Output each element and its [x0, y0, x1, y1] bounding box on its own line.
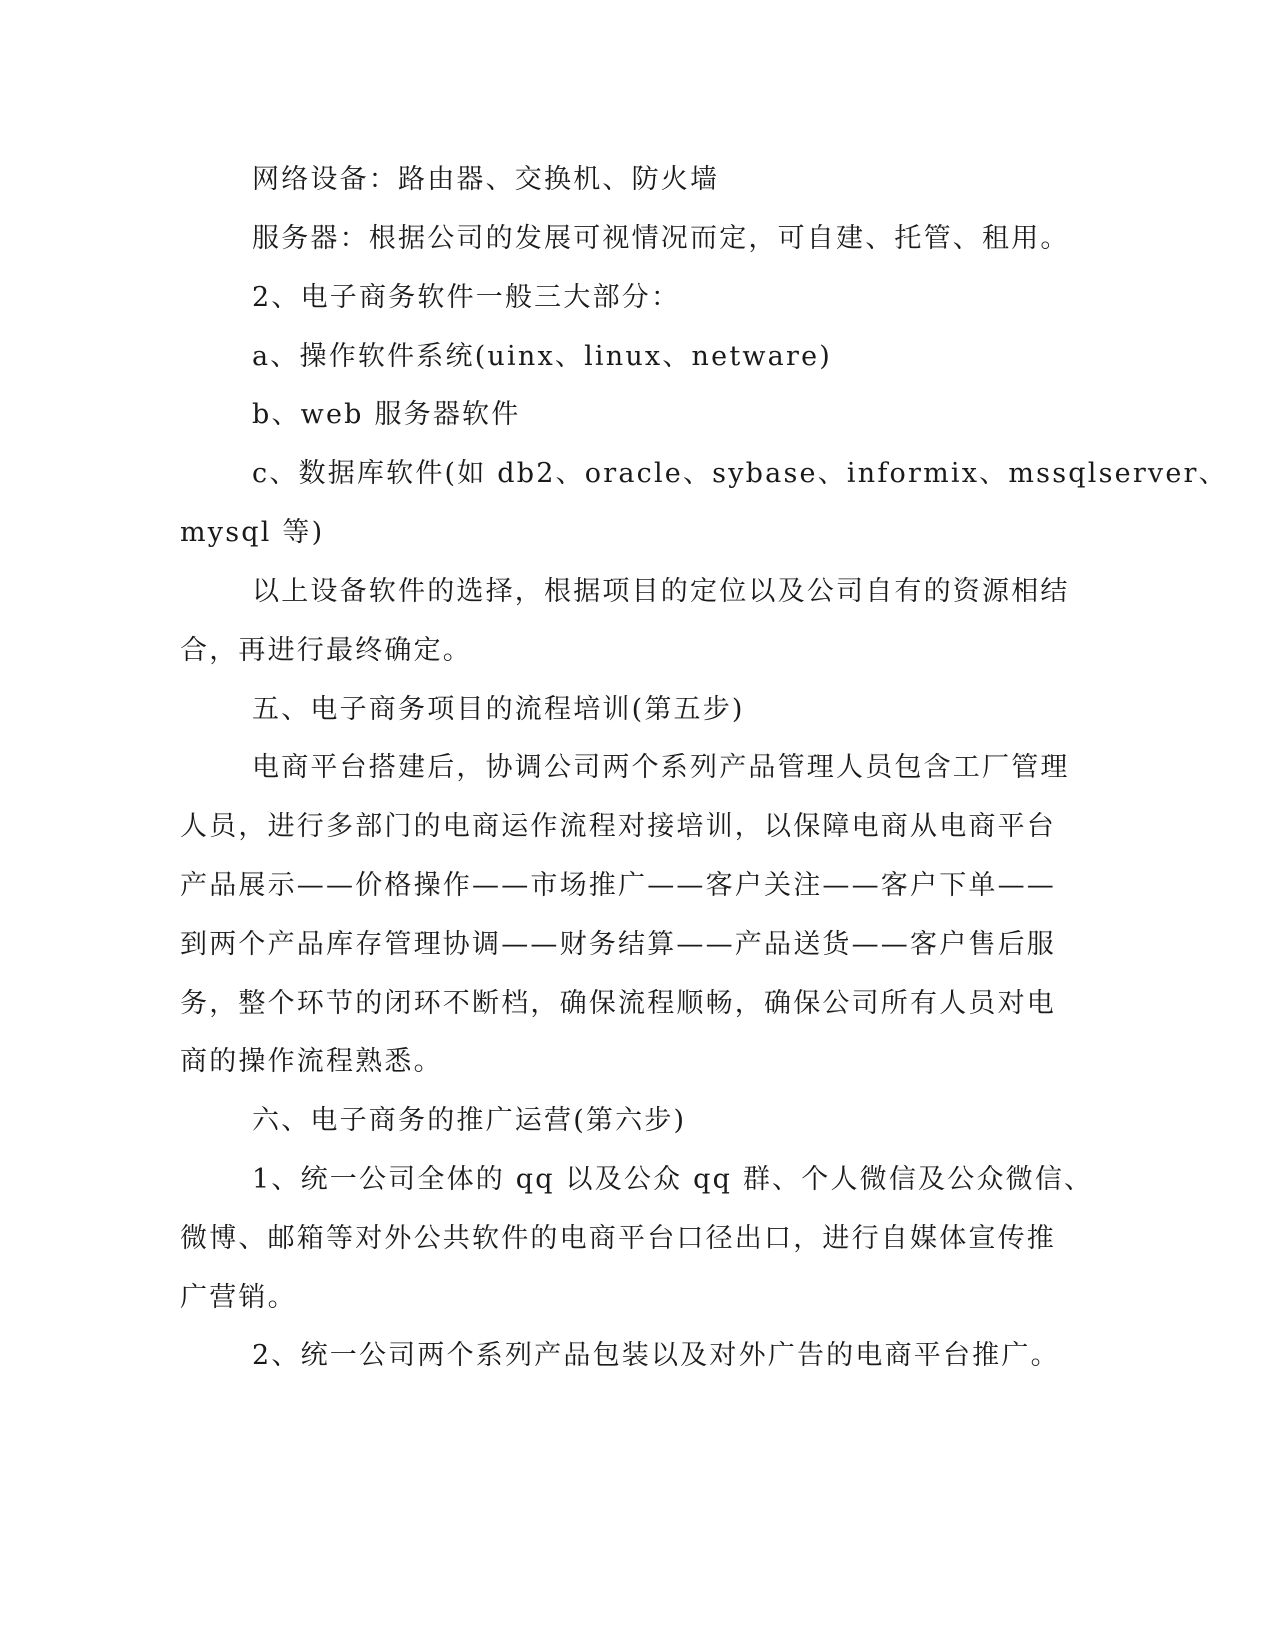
text-line-os-software: a、操作软件系统(uinx、linux、netware)	[252, 341, 832, 372]
text-line-selection: 以上设备软件的选择，根据项目的定位以及公司自有的资源相结	[252, 576, 1070, 607]
section-heading-step-five: 五、电子商务项目的流程培训(第五步)	[252, 694, 745, 725]
paragraph-promotion-1-line-3: 广营销。	[180, 1282, 297, 1313]
text-line-servers: 服务器：根据公司的发展可视情况而定，可自建、托管、租用。	[252, 223, 1070, 254]
paragraph-training-line-5: 务，整个环节的闭环不断档，确保流程顺畅，确保公司所有人员对电	[180, 988, 1056, 1019]
text-line-database-software-cont: mysql 等)	[180, 517, 325, 548]
text-line-software-parts: 2、电子商务软件一般三大部分：	[252, 282, 681, 313]
paragraph-training-line-1: 电商平台搭建后，协调公司两个系列产品管理人员包含工厂管理	[252, 752, 1070, 783]
paragraph-promotion-1-line-1: 1、统一公司全体的 qq 以及公众 qq 群、个人微信及公众微信、	[252, 1164, 1094, 1195]
paragraph-promotion-2: 2、统一公司两个系列产品包装以及对外广告的电商平台推广。	[252, 1340, 1060, 1371]
paragraph-promotion-1-line-2: 微博、邮箱等对外公共软件的电商平台口径出口，进行自媒体宣传推	[180, 1223, 1056, 1254]
text-line-database-software: c、数据库软件(如 db2、oracle、sybase、informix、mssqlserver、	[252, 458, 1228, 489]
text-line-web-server: b、web 服务器软件	[252, 399, 521, 430]
paragraph-training-line-6: 商的操作流程熟悉。	[180, 1046, 443, 1077]
text-line-selection-cont: 合，再进行最终确定。	[180, 635, 472, 666]
paragraph-training-line-4: 到两个产品库存管理协调——财务结算——产品送货——客户售后服	[180, 929, 1056, 960]
paragraph-training-line-2: 人员，进行多部门的电商运作流程对接培训，以保障电商从电商平台	[180, 811, 1056, 842]
section-heading-step-six: 六、电子商务的推广运营(第六步)	[252, 1105, 687, 1136]
paragraph-training-line-3: 产品展示——价格操作——市场推广——客户关注——客户下单——	[180, 870, 1056, 901]
text-line-network-devices: 网络设备：路由器、交换机、防火墙	[252, 164, 720, 195]
